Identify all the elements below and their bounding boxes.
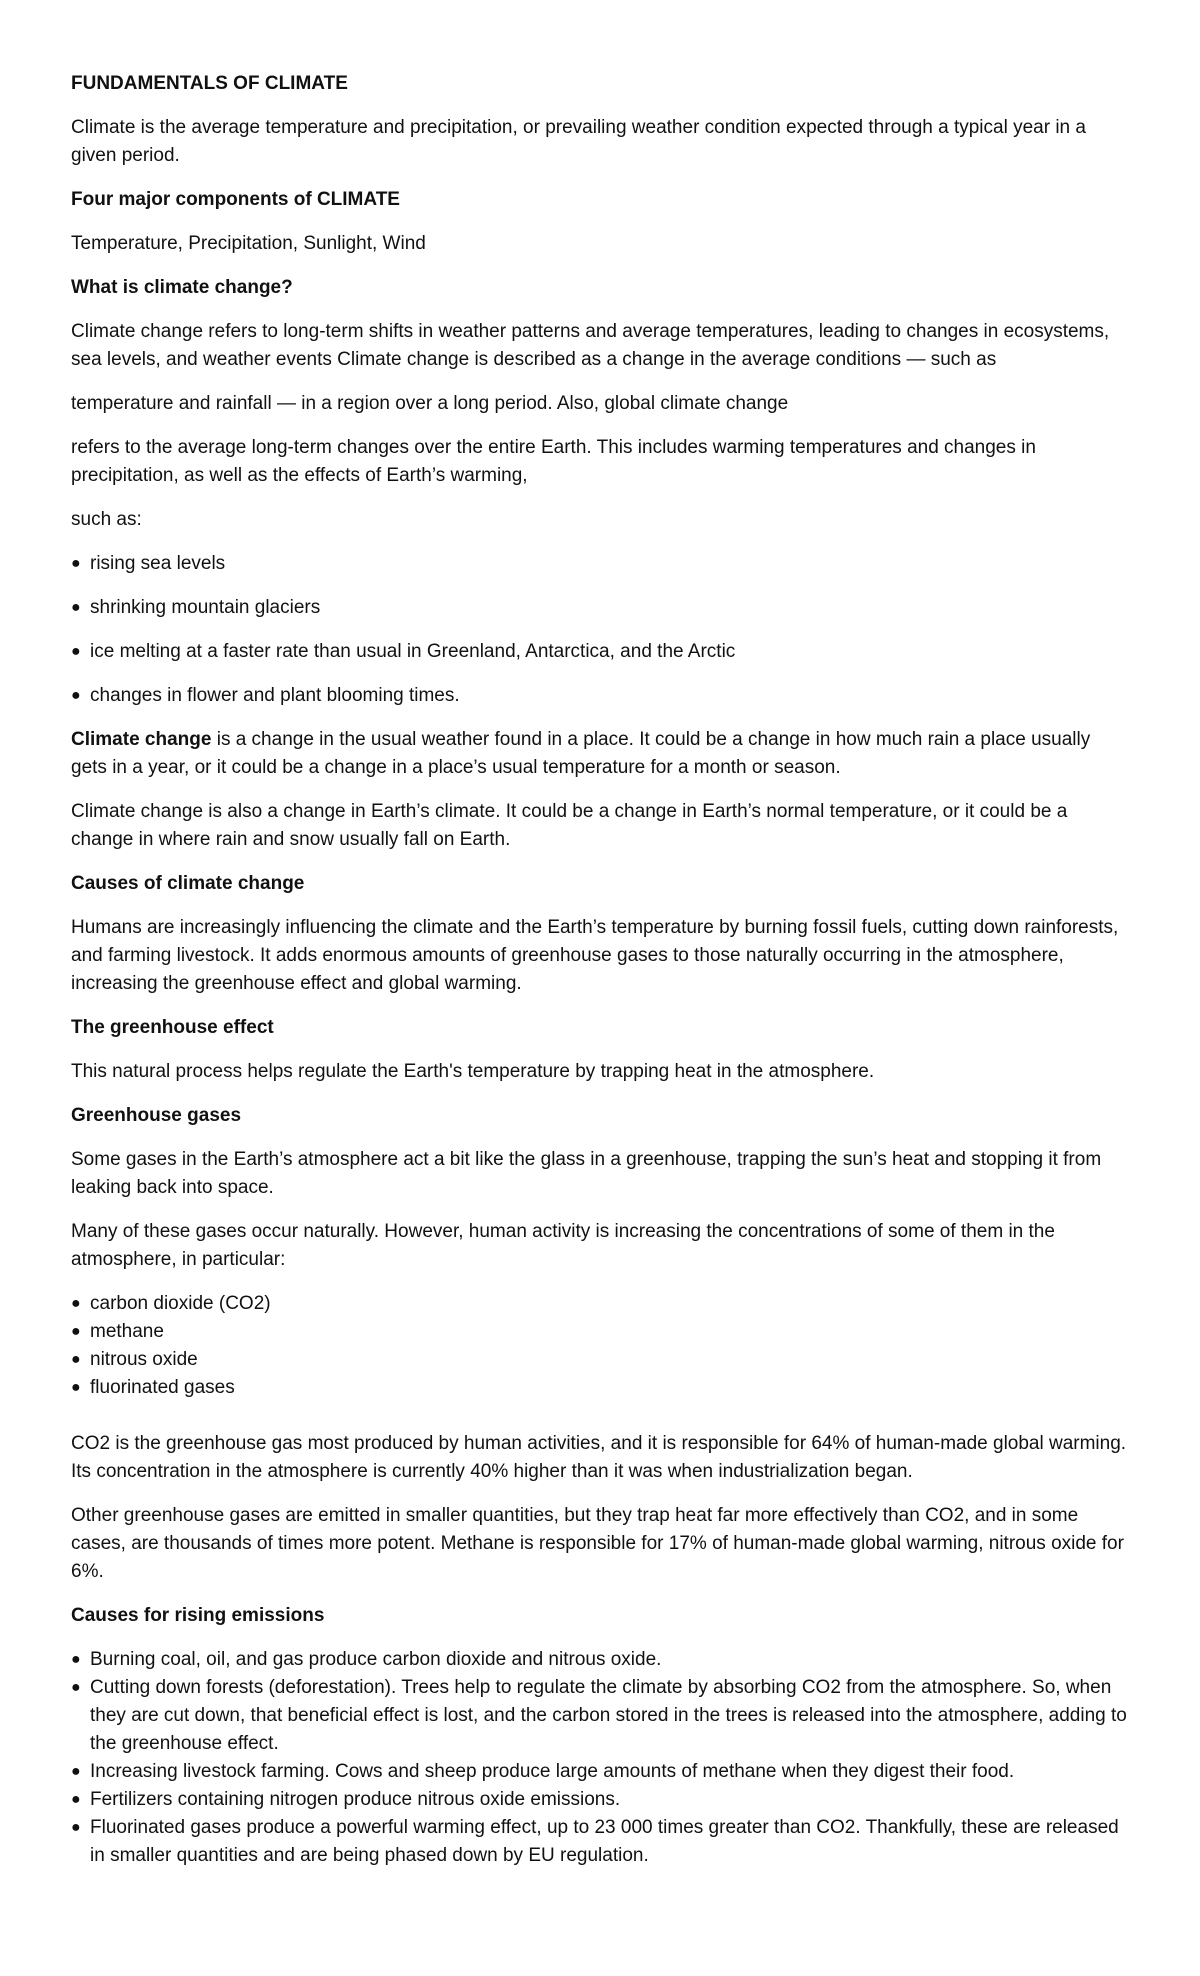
list-item: ● Cutting down forests (deforestation). Trees help to regulate the climate by absorbing CO2 from the atmosphere. So, when they are cut down, that beneficial effect is lost, and the carbon stored in the trees is released into the atmosphere, adding to the greenhouse effect. (71, 1674, 1130, 1758)
list-item: ● ice melting at a faster rate than usual in Greenland, Antarctica, and the Arctic (71, 638, 1130, 666)
list-item: ● methane (71, 1318, 1130, 1346)
effects-list (71, 550, 1130, 710)
list-item: ● Burning coal, oil, and gas produce carbon dioxide and nitrous oxide. (71, 1646, 1130, 1674)
list-item: ● rising sea levels (71, 550, 1130, 578)
what-is-paragraph-1: Climate change refers to long-term shifts in weather patterns and average temperatures, leading to changes in ecosystems, sea levels, and weather events Climate change is described as a change in the average conditions — such as (71, 321, 1110, 370)
list-item: ● shrinking mountain glaciers (71, 594, 1130, 622)
list-item: ● Increasing livestock farming. Cows and sheep produce large amounts of methane when they digest their food. (71, 1758, 1130, 1786)
what-is-paragraph-2: temperature and rainfall — in a region over a long period. Also, global climate change (71, 393, 789, 414)
greenhouse-gases-paragraph-3: CO2 is the greenhouse gas most produced by human activities, and it is responsible for 64% of human-made global warming. Its concentration in the atmosphere is currently 40% higher than it was when industrialization began. (71, 1433, 1127, 1482)
greenhouse-gases-paragraph-2: Many of these gases occur naturally. However, human activity is increasing the concentrations of some of them in the atmosphere, in particular: (71, 1221, 1055, 1270)
list-item: ● fluorinated gases (71, 1374, 1130, 1402)
components-text: Temperature, Precipitation, Sunlight, Wind (71, 233, 426, 254)
what-is-paragraph-3: refers to the average long-term changes over the entire Earth. This includes warming temperatures and changes in precipitation, as well as the effects of Earth’s warming, (71, 437, 1036, 486)
rising-emissions-list (71, 1646, 1130, 1870)
greenhouse-effect-heading: The greenhouse effect (71, 1017, 274, 1038)
climate-change-definition (71, 726, 1130, 782)
list-item: ● nitrous oxide (71, 1346, 1130, 1374)
climate-change-definition-text: is a change in the usual weather found in a place. It could be a change in how much rain a place usually gets in a year, or it could be a change in a place’s usual temperature for a month or season. (71, 729, 1091, 778)
document-title: FUNDAMENTALS OF CLIMATE (71, 73, 348, 94)
greenhouse-gases-paragraph-1: Some gases in the Earth’s atmosphere act a bit like the glass in a greenhouse, trapping the sun’s heat and stopping it from leaking back into space. (71, 1149, 1102, 1198)
what-is-paragraph-6: Climate change is also a change in Earth’s climate. It could be a change in Earth’s normal temperature, or it could be a change in where rain and snow usually fall on Earth. (71, 801, 1068, 850)
rising-emissions-heading: Causes for rising emissions (71, 1605, 325, 1626)
what-is-heading: What is climate change? (71, 277, 293, 298)
list-item: ● carbon dioxide (CO2) (71, 1290, 1130, 1318)
components-heading: Four major components of CLIMATE (71, 189, 400, 210)
gases-list (71, 1290, 1130, 1402)
causes-text: Humans are increasingly influencing the climate and the Earth’s temperature by burning fossil fuels, cutting down rainforests, and farming livestock. It adds enormous amounts of greenhouse gases to those naturally occurring in the atmosphere, increasing the greenhouse effect and global warming. (71, 917, 1119, 994)
what-is-paragraph-4: such as: (71, 509, 142, 530)
list-item: ● Fluorinated gases produce a powerful warming effect, up to 23 000 times greater than CO2. Thankfully, these are released in smaller quantities and are being phased down by EU regulation. (71, 1814, 1130, 1870)
list-item: ● Fertilizers containing nitrogen produce nitrous oxide emissions. (71, 1786, 1130, 1814)
list-item: ● changes in flower and plant blooming times. (71, 682, 1130, 710)
greenhouse-gases-paragraph-4: Other greenhouse gases are emitted in smaller quantities, but they trap heat far more effectively than CO2, and in some cases, are thousands of times more potent. Methane is responsible for 17% of human-made global warming, nitrous oxide for 6%. (71, 1505, 1124, 1582)
intro-paragraph: Climate is the average temperature and precipitation, or prevailing weather condition expected through a typical year in a given period. (71, 117, 1086, 166)
greenhouse-effect-text: This natural process helps regulate the Earth's temperature by trapping heat in the atmosphere. (71, 1061, 875, 1082)
greenhouse-gases-heading: Greenhouse gases (71, 1105, 242, 1126)
causes-heading: Causes of climate change (71, 873, 305, 894)
climate-change-term: Climate change (71, 729, 212, 750)
